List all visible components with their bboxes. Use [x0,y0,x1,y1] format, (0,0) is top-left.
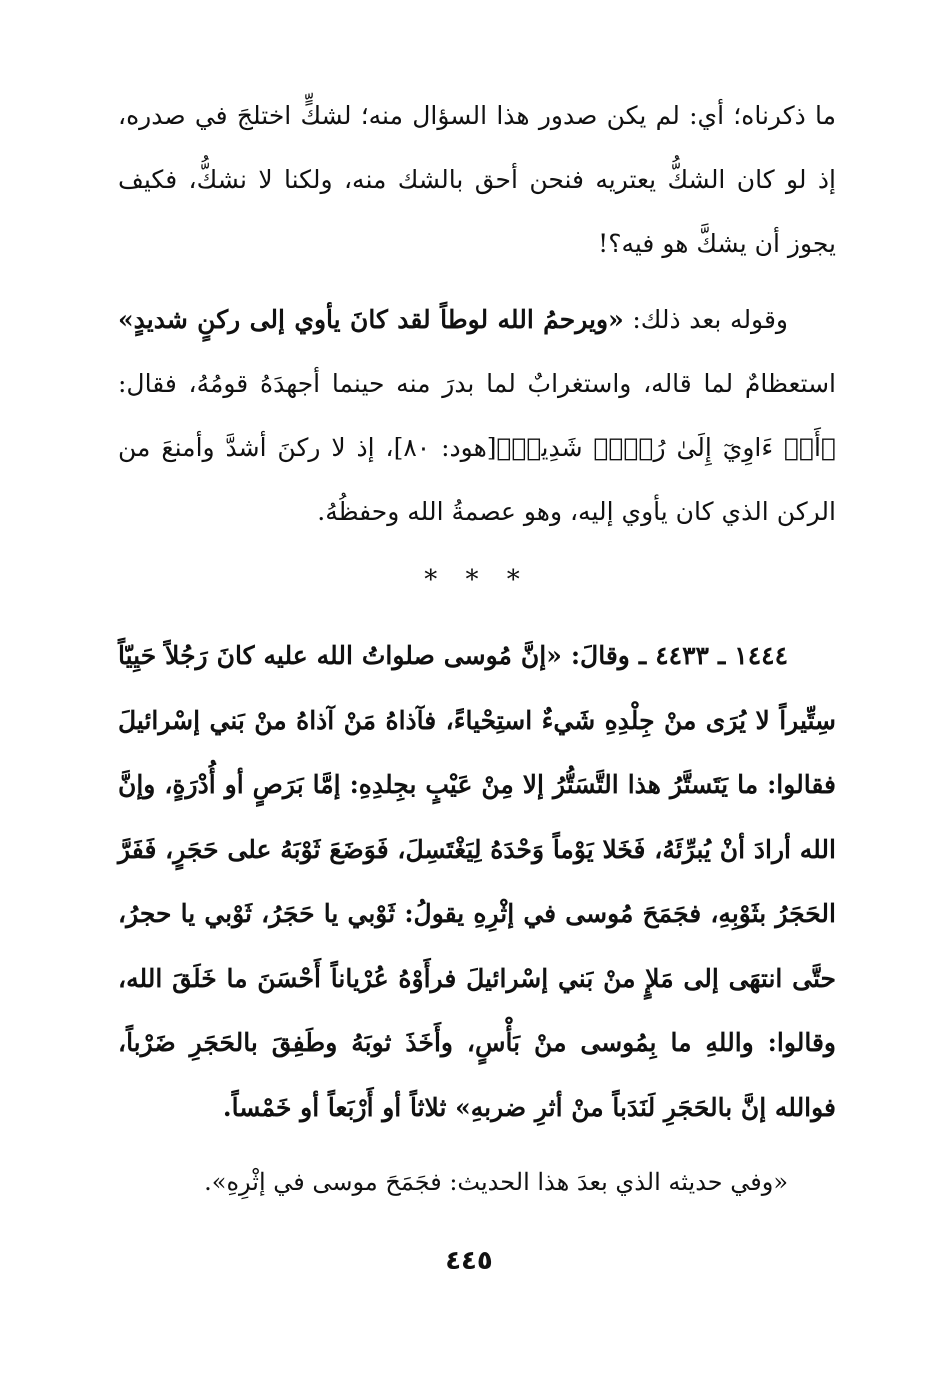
hadith-quote: «ويرحمُ الله لوطاً لقد كانَ يأوي إلى ركنٍ شديدٍ» [118,305,624,334]
paragraph-end: ، إذ لا ركنَ أشدَّ وأمنعَ من الركن الذي كان يأوي إليه، وهو عصمةُ الله وحفظُهُ. [118,433,836,526]
quran-verse: ﴿أَوۡ ءَاوِيٓ إِلَىٰ رُكۡنٖ شَدِيدٖ﴾ [496,433,836,462]
section-gap [118,544,836,560]
verse-reference: [هود: ٨٠] [393,433,497,462]
paragraph-gap [118,276,836,288]
paragraph-middle: استعظامٌ لما قاله، واستغرابٌ لما بدرَ منه حينما أجهدَهُ قومُهُ، فقال: [118,369,836,398]
section-gap [118,600,836,624]
hadith-paragraph [118,624,836,1140]
note-gap [118,1140,836,1162]
hadith-text: وقالَ: «إنَّ مُوسى صلواتُ الله عليه كانَ رَجُلاً حَيِيّاً سِتِّيراً لا يُرَى منْ جِلْدِهِ شَيءٌ استِحْياءً، فآذاهُ مَنْ آذاهُ منْ بَني إسْرائيلَ فقالوا: ما يَتَستَّرُ هذا التَّسَتُّرُ إلا مِنْ عَيْبٍ بجِلدِهِ: إمَّا بَرَصٍ أو أُدْرَةٍ، وإنَّ الله أرادَ أنْ يُبرِّئَهُ، فَخَلا يَوْماً وَحْدَهُ لِيَغْتَسِلَ، فَوَضَعَ ثَوْبَهُ على حَجَرٍ، فَفَرَّ الحَجَرُ بثَوْبِهِ، فجَمَحَ مُوسى في إثْرِهِ يقولُ: ثَوْبي يا حَجَرُ، ثَوْبي يا حجرُ، حتَّى انتهَى إلى مَلإٍ منْ بَني إسْرائيلَ فرأَوْهُ عُرْياناً أَحْسَنَ ما خَلَقَ الله، وقالوا: واللهِ ما بِمُوسى منْ بَأْسٍ، وأَخَذَ ثوبَهُ وطَفِقَ بالحَجَرِ ضَرْباً، فوالله إنَّ بالحَجَرِ لَنَدَباً منْ أثرِ ضربهِ» ثلاثاً أو أَرْبَعاً أو خَمْساً. [118,641,836,1122]
hadith-note: «وفي حديثه الذي بعدَ هذا الحديث: فجَمَحَ موسى في إثْرِهِ». [204,1168,788,1196]
commentary-paragraph-1: ما ذكرناه؛ أي: لم يكن صدور هذا السؤال منه؛ لشكٍّ اختلجَ في صدره، إذ لو كان الشكُّ يعتريه فنحن أحق بالشك منه، ولكنا لا نشكُّ، فكيف يجوز أن يشكَّ هو فيه؟! [118,101,836,258]
commentary-paragraph-2 [118,288,836,544]
page-number: ٤٤٥ [445,1246,493,1276]
hadith-number: ١٤٤٤ ـ ٤٤٣٣ ـ [638,641,789,670]
page-body [118,84,836,1202]
paragraph-intro: وقوله بعد ذلك: [623,305,788,334]
section-separator: * * * [424,565,530,595]
